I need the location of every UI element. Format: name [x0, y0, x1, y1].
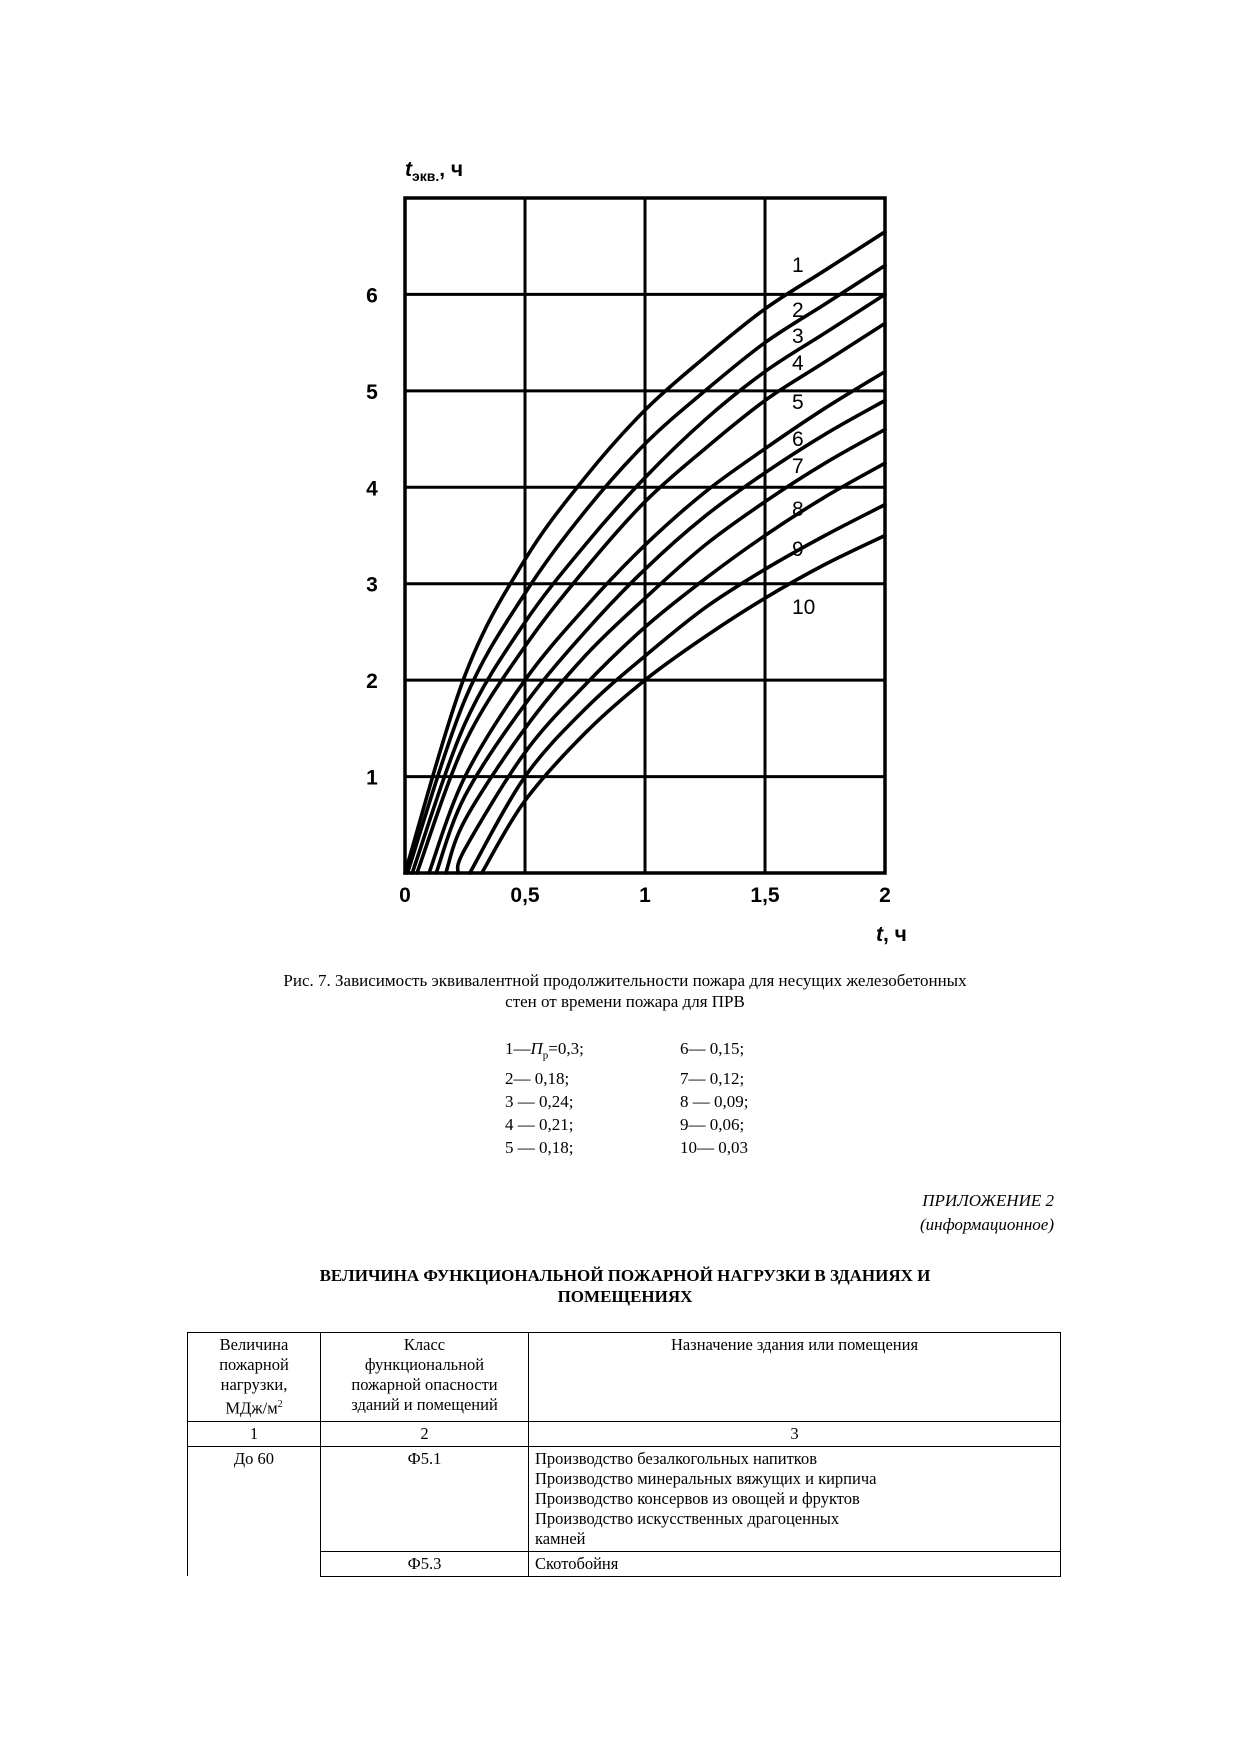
legend-right: 6— 0,15; [680, 1039, 745, 1058]
column-number: 3 [529, 1421, 1061, 1446]
curve-9 [470, 505, 885, 873]
x-axis-label: t, ч [876, 923, 907, 946]
table-header-row [188, 1333, 1061, 1422]
header-purpose: Назначение здания или помещения [529, 1333, 1061, 1422]
y-tick-label: 3 [366, 573, 378, 597]
x-tick-label: 2 [879, 884, 891, 907]
legend-left: 4 — 0,21; [505, 1115, 574, 1135]
appendix-title: ПРИЛОЖЕНИЕ 2 [922, 1191, 1054, 1210]
y-axis-label: $t_{экв.}$, ч [405, 158, 464, 184]
curve-label: 1 [792, 254, 804, 277]
legend-left: 2— 0,18; [505, 1069, 570, 1089]
x-tick-label: 1 [639, 884, 651, 907]
y-tick-label: 1 [366, 766, 378, 790]
appendix-label [920, 1189, 1054, 1237]
curve-8 [458, 463, 885, 873]
fire-load-table [187, 1332, 1061, 1577]
curve-labels [792, 254, 815, 619]
caption-line-1: Рис. 7. Зависимость эквивалентной продолжительности пожара для несущих железобетонных [283, 971, 967, 990]
curve-label: 7 [792, 455, 804, 478]
header-hazard-class: Класс функциональной пожарной опасности зданий и помещений [321, 1333, 529, 1422]
header-fire-load: Величина пожарной нагрузки, МДж/$м^2$ [188, 1333, 321, 1422]
curve-7 [446, 429, 885, 873]
legend-row [505, 1067, 748, 1090]
curve-5 [429, 372, 885, 873]
legend-left: 3 — 0,24; [505, 1092, 574, 1112]
y-tick-labels [366, 284, 378, 789]
legend-row [505, 1113, 748, 1136]
x-tick-label: 1,5 [750, 884, 780, 907]
appendix-subtitle: (информационное) [919, 1215, 1054, 1234]
curve-label: 9 [792, 538, 804, 561]
caption-line-2: стен от времени пожара для ПРВ [505, 992, 745, 1011]
legend-row [505, 1090, 748, 1113]
legend-row [505, 1136, 748, 1159]
curve-label: 8 [792, 498, 804, 521]
curve-label: 5 [792, 391, 804, 414]
x-tick-label: 0 [399, 884, 411, 907]
legend-row [505, 1037, 748, 1067]
fire-load-value: До 60 [188, 1446, 321, 1576]
heading-line-1: ВЕЛИЧИНА ФУНКЦИОНАЛЬНОЙ ПОЖАРНОЙ НАГРУЗКИ В ЗДАНИЯХ И [319, 1266, 931, 1285]
y-tick-label: 6 [366, 284, 378, 308]
y-tick-label: 5 [366, 380, 378, 404]
curve-label: 6 [792, 428, 804, 451]
section-heading [230, 1265, 1020, 1307]
heading-line-2: ПОМЕЩЕНИЯХ [557, 1287, 693, 1306]
x-tick-labels [399, 884, 891, 907]
curve-6 [436, 401, 885, 874]
legend-right: 8 — 0,09; [680, 1092, 749, 1112]
hazard-class: Ф5.1 [321, 1446, 529, 1551]
column-number: 1 [188, 1421, 321, 1446]
purpose-list: Производство безалкогольных напитков Производство минеральных вяжущих и кирпича Производство консервов из овощей и фруктов Производство искусственных драгоценных камней [529, 1446, 1061, 1551]
purpose-list: Скотобойня [529, 1551, 1061, 1576]
x-tick-label: 0,5 [510, 884, 540, 907]
table-number-row [188, 1421, 1061, 1446]
y-tick-label: 4 [366, 477, 378, 501]
hazard-class: Ф5.3 [321, 1551, 529, 1576]
curve-label: 4 [792, 352, 804, 375]
curve-label: 10 [792, 596, 816, 619]
y-tick-label: 2 [366, 670, 378, 694]
legend-right: 9— 0,06; [680, 1115, 745, 1135]
legend-left: $1—П_р=0,3$; [505, 1039, 584, 1062]
curve-legend [505, 1037, 748, 1159]
figure-caption [200, 970, 1050, 1012]
column-number: 2 [321, 1421, 529, 1446]
legend-right: 10— 0,03 [680, 1138, 748, 1158]
legend-left: 5 — 0,18; [505, 1138, 574, 1158]
curve-label: 2 [792, 299, 804, 322]
curve-label: 3 [792, 325, 804, 348]
table-row [188, 1446, 1061, 1551]
legend-right: 7— 0,12; [680, 1069, 745, 1089]
